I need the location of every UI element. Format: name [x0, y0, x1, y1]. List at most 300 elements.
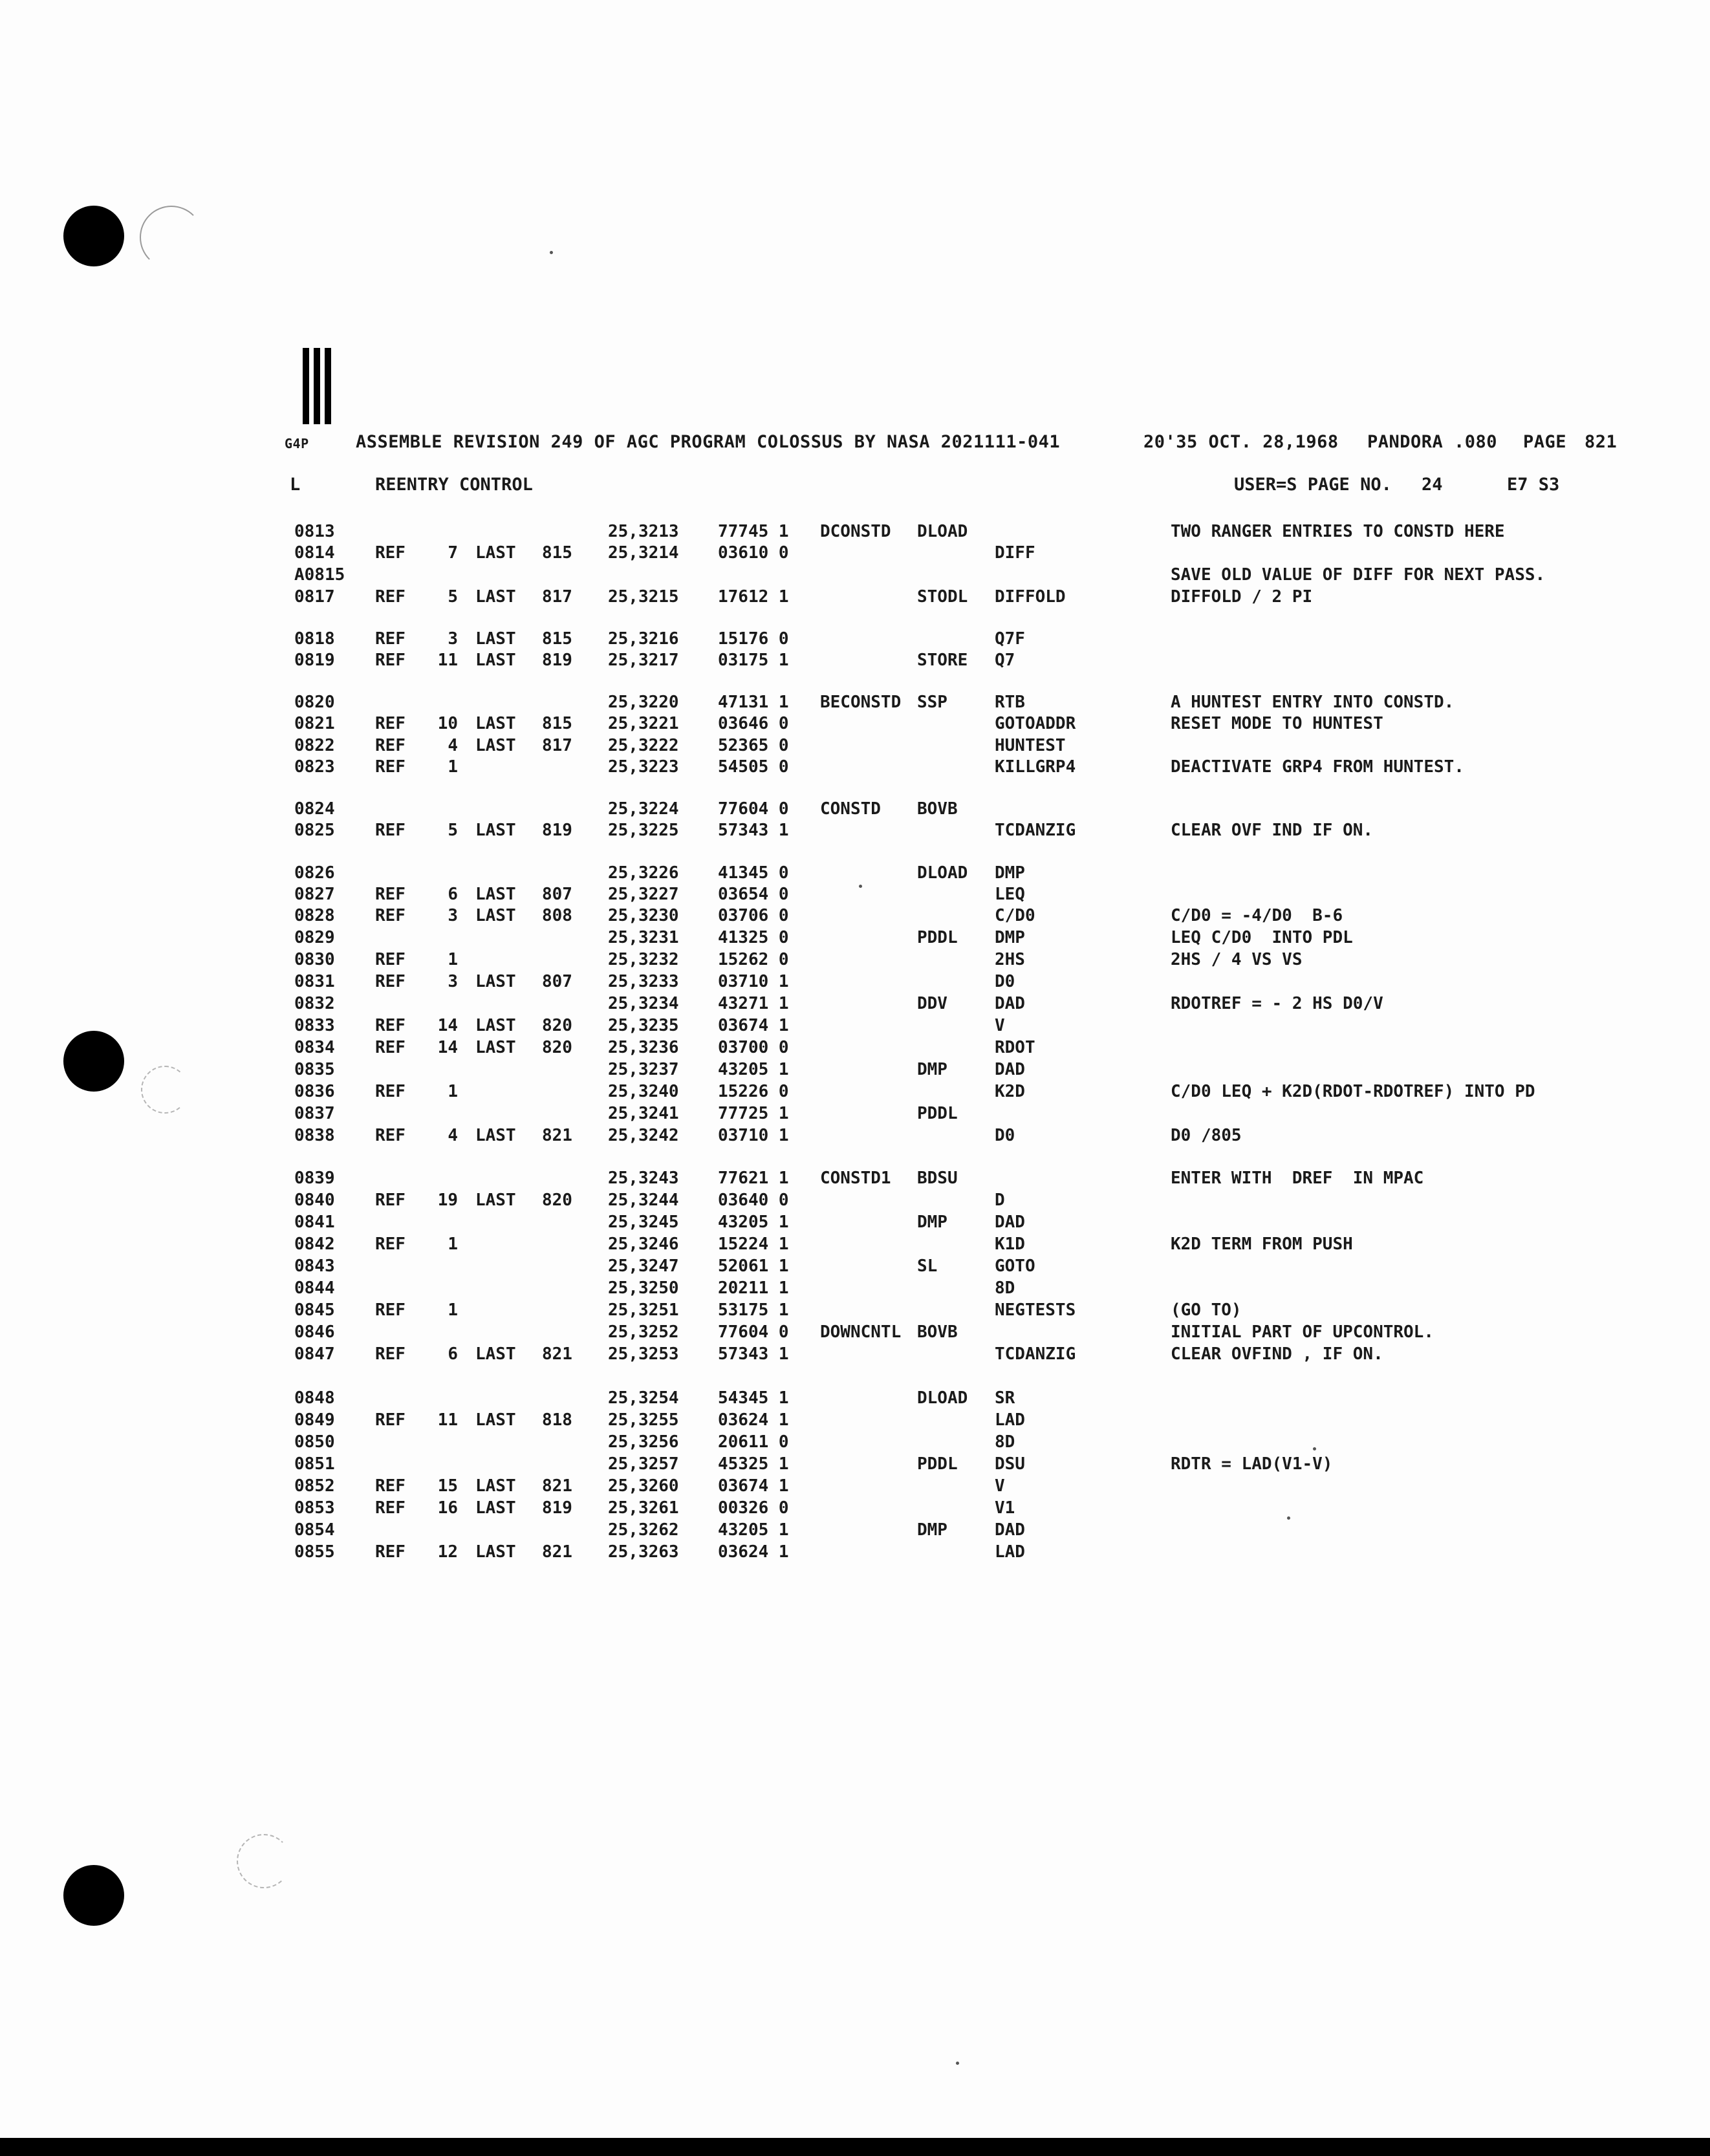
comment: INITIAL PART OF UPCONTROL. — [1171, 1322, 1434, 1342]
code-label: DCONSTD — [820, 522, 891, 541]
ref-flag: REF — [375, 1126, 406, 1145]
opcode: SL — [917, 1256, 938, 1276]
opcode: DDV — [917, 994, 947, 1013]
section-title: REENTRY CONTROL — [375, 475, 533, 495]
listing-row — [0, 1520, 1710, 1540]
ref-count: 4 — [448, 1126, 458, 1145]
last-label: LAST — [475, 1126, 516, 1145]
operand: TCDANZIG — [995, 821, 1076, 840]
opcode: DLOAD — [917, 863, 968, 883]
ref-flag: REF — [375, 714, 406, 733]
listing-row — [0, 521, 1710, 542]
last-page: 819 — [542, 821, 572, 840]
last-label: LAST — [475, 1476, 516, 1496]
bank-address: 25,3217 — [608, 651, 679, 670]
octal-word: 57343 1 — [718, 1344, 789, 1364]
bank-address: 25,3235 — [608, 1016, 679, 1035]
comment: ENTER WITH DREF IN MPAC — [1171, 1169, 1424, 1188]
line-number: 0838 — [294, 1126, 335, 1145]
ref-count: 3 — [448, 906, 458, 925]
ref-flag: REF — [375, 1191, 406, 1210]
last-page: 817 — [542, 587, 572, 607]
opcode: BDSU — [917, 1169, 958, 1188]
bank-address: 25,3241 — [608, 1104, 679, 1123]
bank-address: 25,3263 — [608, 1542, 679, 1562]
line-number: 0824 — [294, 799, 335, 819]
ref-count: 11 — [437, 1410, 458, 1430]
listing-row — [0, 820, 1710, 841]
ref-count: 6 — [448, 885, 458, 904]
last-page: 819 — [542, 651, 572, 670]
last-page: 815 — [542, 714, 572, 733]
octal-word: 20211 1 — [718, 1278, 789, 1298]
comment: CLEAR OVF IND IF ON. — [1171, 821, 1374, 840]
listing-header — [285, 432, 1623, 458]
comment: RDTR = LAD(V1-V) — [1171, 1454, 1333, 1474]
listing-row — [0, 1190, 1710, 1211]
line-number: 0823 — [294, 757, 335, 777]
punch-hole-bottom — [63, 1865, 124, 1926]
opcode: PDDL — [917, 1454, 958, 1474]
line-number: 0814 — [294, 543, 335, 563]
operand: DMP — [995, 928, 1025, 947]
user-page-number: 24 — [1422, 475, 1443, 495]
line-number: 0820 — [294, 693, 335, 712]
octal-word: 77604 0 — [718, 799, 789, 819]
octal-word: 20611 0 — [718, 1432, 789, 1452]
ref-count: 5 — [448, 587, 458, 607]
print-speck — [550, 251, 553, 254]
last-page: 821 — [542, 1476, 572, 1496]
ref-count: 7 — [448, 543, 458, 563]
bank-address: 25,3227 — [608, 885, 679, 904]
punch-hole-top — [63, 206, 124, 266]
ref-flag: REF — [375, 885, 406, 904]
user-page-label: USER=S PAGE NO. — [1234, 475, 1392, 495]
bank-address: 25,3253 — [608, 1344, 679, 1364]
opcode: STODL — [917, 587, 968, 607]
octal-word: 47131 1 — [718, 693, 789, 712]
ref-count: 1 — [448, 1082, 458, 1101]
line-number: 0825 — [294, 821, 335, 840]
octal-word: 77604 0 — [718, 1322, 789, 1342]
last-page: 808 — [542, 906, 572, 925]
last-label: LAST — [475, 906, 516, 925]
operand: V1 — [995, 1498, 1015, 1518]
operand: DMP — [995, 863, 1025, 883]
listing-row — [0, 1388, 1710, 1408]
bank-address: 25,3226 — [608, 863, 679, 883]
last-page: 821 — [542, 1542, 572, 1562]
bank-address: 25,3213 — [608, 522, 679, 541]
listing-row — [0, 1300, 1710, 1321]
listing-row — [0, 650, 1710, 671]
line-number: 0855 — [294, 1542, 335, 1562]
octal-word: 57343 1 — [718, 821, 789, 840]
octal-word: 03710 1 — [718, 1126, 789, 1145]
comment: DIFFOLD / 2 PI — [1171, 587, 1313, 607]
listing-row — [0, 587, 1710, 607]
operand: SR — [995, 1388, 1015, 1408]
operand: D — [995, 1191, 1005, 1210]
ref-count: 10 — [437, 714, 458, 733]
last-label: LAST — [475, 714, 516, 733]
bank-address: 25,3215 — [608, 587, 679, 607]
bank-address: 25,3246 — [608, 1234, 679, 1254]
operand: DAD — [995, 1060, 1025, 1079]
listing-row — [0, 713, 1710, 734]
ref-flag: REF — [375, 1038, 406, 1057]
ref-flag: REF — [375, 1300, 406, 1320]
bank-address: 25,3244 — [608, 1191, 679, 1210]
operand: 2HS — [995, 950, 1025, 969]
line-number: 0827 — [294, 885, 335, 904]
line-number: 0848 — [294, 1388, 335, 1408]
ref-flag: REF — [375, 1082, 406, 1101]
octal-word: 43205 1 — [718, 1213, 789, 1232]
operand: GOTO — [995, 1256, 1035, 1276]
octal-word: 03624 1 — [718, 1542, 789, 1562]
octal-word: 03710 1 — [718, 972, 789, 991]
line-number: 0836 — [294, 1082, 335, 1101]
operand: D0 — [995, 1126, 1015, 1145]
line-number: 0817 — [294, 587, 335, 607]
last-label: LAST — [475, 1542, 516, 1562]
listing-row — [0, 565, 1710, 585]
operand: LAD — [995, 1542, 1025, 1562]
line-number: 0819 — [294, 651, 335, 670]
code-label: CONSTD1 — [820, 1169, 891, 1188]
octal-word: 43205 1 — [718, 1520, 789, 1540]
line-number: 0828 — [294, 906, 335, 925]
octal-word: 03175 1 — [718, 651, 789, 670]
bank-address: 25,3221 — [608, 714, 679, 733]
line-number: 0818 — [294, 629, 335, 649]
bank-address: 25,3222 — [608, 736, 679, 755]
listing-row — [0, 1234, 1710, 1255]
listing-row — [0, 1476, 1710, 1496]
bank-address: 25,3247 — [608, 1256, 679, 1276]
print-speck — [956, 2062, 959, 2065]
ref-flag: REF — [375, 950, 406, 969]
scan-bottom-edge — [0, 2138, 1710, 2156]
ref-count: 12 — [437, 1542, 458, 1562]
print-speck — [1287, 1516, 1290, 1520]
octal-word: 54345 1 — [718, 1388, 789, 1408]
octal-word: 77725 1 — [718, 1104, 789, 1123]
octal-word: 41325 0 — [718, 928, 789, 947]
line-number: 0826 — [294, 863, 335, 883]
comment: C/D0 = -4/D0 B-6 — [1171, 906, 1343, 925]
bank-address: 25,3242 — [608, 1126, 679, 1145]
operand: DSU — [995, 1454, 1025, 1474]
bank-address: 25,3234 — [608, 994, 679, 1013]
octal-word: 77745 1 — [718, 522, 789, 541]
octal-word: 15224 1 — [718, 1234, 789, 1254]
ref-count: 15 — [437, 1476, 458, 1496]
listing-row — [0, 1212, 1710, 1233]
octal-word: 03646 0 — [718, 714, 789, 733]
operand: LAD — [995, 1410, 1025, 1430]
line-number: 0832 — [294, 994, 335, 1013]
listing-row — [0, 884, 1710, 905]
operand: V — [995, 1476, 1005, 1496]
listing-row — [0, 1168, 1710, 1189]
listing-row — [0, 905, 1710, 926]
last-page: 820 — [542, 1191, 572, 1210]
ref-count: 1 — [448, 1300, 458, 1320]
line-number: 0830 — [294, 950, 335, 969]
punch-hole-outline-bottom — [237, 1834, 291, 1888]
line-number: 0843 — [294, 1256, 335, 1276]
bank-address: 25,3254 — [608, 1388, 679, 1408]
listing-row — [0, 1125, 1710, 1146]
octal-word: 45325 1 — [718, 1454, 789, 1474]
octal-word: 43205 1 — [718, 1060, 789, 1079]
comment: DEACTIVATE GRP4 FROM HUNTEST. — [1171, 757, 1464, 777]
last-page: 818 — [542, 1410, 572, 1430]
bank-address: 25,3224 — [608, 799, 679, 819]
listing-row — [0, 971, 1710, 992]
opcode: DLOAD — [917, 1388, 968, 1408]
ref-flag: REF — [375, 736, 406, 755]
ref-flag: REF — [375, 1016, 406, 1035]
operand: NEGTESTS — [995, 1300, 1076, 1320]
ref-flag: REF — [375, 972, 406, 991]
ref-flag: REF — [375, 629, 406, 649]
octal-word: 03700 0 — [718, 1038, 789, 1057]
opcode: BOVB — [917, 1322, 958, 1342]
octal-word: 77621 1 — [718, 1169, 789, 1188]
bank-address: 25,3216 — [608, 629, 679, 649]
line-number: 0842 — [294, 1234, 335, 1254]
subheader-letter: L — [290, 475, 301, 495]
last-page: 821 — [542, 1126, 572, 1145]
bank-address: 25,3251 — [608, 1300, 679, 1320]
last-label: LAST — [475, 972, 516, 991]
ref-count: 1 — [448, 1234, 458, 1254]
opcode: PDDL — [917, 1104, 958, 1123]
ref-count: 1 — [448, 757, 458, 777]
bank-address: 25,3230 — [608, 906, 679, 925]
operand: DAD — [995, 1213, 1025, 1232]
line-number: 0850 — [294, 1432, 335, 1452]
last-label: LAST — [475, 821, 516, 840]
octal-word: 17612 1 — [718, 587, 789, 607]
ref-flag: REF — [375, 1344, 406, 1364]
last-page: 820 — [542, 1016, 572, 1035]
operand: DAD — [995, 1520, 1025, 1540]
operand: C/D0 — [995, 906, 1035, 925]
octal-word: 03654 0 — [718, 885, 789, 904]
punch-hole-outline-top — [140, 206, 203, 269]
comment: LEQ C/D0 INTO PDL — [1171, 928, 1353, 947]
last-page: 807 — [542, 972, 572, 991]
last-label: LAST — [475, 543, 516, 563]
last-label: LAST — [475, 587, 516, 607]
line-number: 0835 — [294, 1060, 335, 1079]
ref-flag: REF — [375, 757, 406, 777]
listing-row — [0, 1322, 1710, 1342]
header-page-number: 821 — [1585, 432, 1618, 452]
bank-address: 25,3260 — [608, 1476, 679, 1496]
octal-word: 15226 0 — [718, 1082, 789, 1101]
ref-count: 1 — [448, 950, 458, 969]
bank-address: 25,3250 — [608, 1278, 679, 1298]
octal-word: 53175 1 — [718, 1300, 789, 1320]
comment: K2D TERM FROM PUSH — [1171, 1234, 1353, 1254]
octal-word: 52365 0 — [718, 736, 789, 755]
listing-row — [0, 757, 1710, 777]
operand: TCDANZIG — [995, 1344, 1076, 1364]
bank-address: 25,3236 — [608, 1038, 679, 1057]
comment: SAVE OLD VALUE OF DIFF FOR NEXT PASS. — [1171, 565, 1546, 585]
last-page: 815 — [542, 543, 572, 563]
last-label: LAST — [475, 1410, 516, 1430]
operand: RTB — [995, 693, 1025, 712]
operand: Q7 — [995, 651, 1015, 670]
opcode: SSP — [917, 693, 947, 712]
bank-address: 25,3240 — [608, 1082, 679, 1101]
bank-address: 25,3262 — [608, 1520, 679, 1540]
last-label: LAST — [475, 1498, 516, 1518]
operand: V — [995, 1016, 1005, 1035]
operand: KILLGRP4 — [995, 757, 1076, 777]
ref-count: 6 — [448, 1344, 458, 1364]
listing-subheader — [285, 475, 1623, 501]
line-number: 0854 — [294, 1520, 335, 1540]
ref-flag: REF — [375, 906, 406, 925]
operand: K2D — [995, 1082, 1025, 1101]
last-page: 819 — [542, 1498, 572, 1518]
ref-count: 19 — [437, 1191, 458, 1210]
user-page-code: E7 S3 — [1507, 475, 1560, 495]
listing-row — [0, 1081, 1710, 1102]
octal-word: 00326 0 — [718, 1498, 789, 1518]
ref-flag: REF — [375, 651, 406, 670]
line-number: 0839 — [294, 1169, 335, 1188]
opcode: PDDL — [917, 928, 958, 947]
ref-count: 5 — [448, 821, 458, 840]
opcode: DMP — [917, 1213, 947, 1232]
ref-flag: REF — [375, 543, 406, 563]
header-pandora: PANDORA .080 — [1367, 432, 1498, 452]
octal-word: 03706 0 — [718, 906, 789, 925]
line-number: 0822 — [294, 736, 335, 755]
last-label: LAST — [475, 736, 516, 755]
code-label: CONSTD — [820, 799, 881, 819]
operand: DAD — [995, 994, 1025, 1013]
last-label: LAST — [475, 1191, 516, 1210]
last-label: LAST — [475, 1016, 516, 1035]
ref-flag: REF — [375, 821, 406, 840]
ref-flag: REF — [375, 1498, 406, 1518]
last-label: LAST — [475, 1038, 516, 1057]
operand: LEQ — [995, 885, 1025, 904]
listing-row — [0, 629, 1710, 649]
line-number: A0815 — [294, 565, 345, 585]
operand: HUNTEST — [995, 736, 1066, 755]
ref-count: 3 — [448, 972, 458, 991]
listing-row — [0, 1498, 1710, 1518]
listing-row — [0, 1103, 1710, 1124]
line-number: 0829 — [294, 928, 335, 947]
ref-flag: REF — [375, 1410, 406, 1430]
line-number: 0834 — [294, 1038, 335, 1057]
octal-word: 54505 0 — [718, 757, 789, 777]
comment: A HUNTEST ENTRY INTO CONSTD. — [1171, 693, 1455, 712]
header-page-label: PAGE — [1523, 432, 1567, 452]
opcode: DLOAD — [917, 522, 968, 541]
ref-count: 14 — [437, 1016, 458, 1035]
bank-address: 25,3243 — [608, 1169, 679, 1188]
listing-row — [0, 949, 1710, 970]
listing-row — [0, 993, 1710, 1014]
last-label: LAST — [475, 885, 516, 904]
line-number: 0846 — [294, 1322, 335, 1342]
comment: RDOTREF = - 2 HS D0/V — [1171, 994, 1383, 1013]
registration-bars — [303, 348, 334, 424]
header-title: ASSEMBLE REVISION 249 OF AGC PROGRAM COLOSSUS BY NASA 2021111-041 — [356, 432, 1061, 452]
operand: D0 — [995, 972, 1015, 991]
line-number: 0849 — [294, 1410, 335, 1430]
last-page: 821 — [542, 1344, 572, 1364]
comment: D0 /805 — [1171, 1126, 1242, 1145]
last-label: LAST — [475, 629, 516, 649]
ref-count: 14 — [437, 1038, 458, 1057]
code-label: BECONSTD — [820, 693, 902, 712]
line-number: 0852 — [294, 1476, 335, 1496]
listing-row — [0, 927, 1710, 948]
line-number: 0821 — [294, 714, 335, 733]
operand: Q7F — [995, 629, 1025, 649]
operand: 8D — [995, 1432, 1015, 1452]
bank-address: 25,3233 — [608, 972, 679, 991]
octal-word: 41345 0 — [718, 863, 789, 883]
comment: C/D0 LEQ + K2D(RDOT-RDOTREF) INTO PD — [1171, 1082, 1535, 1101]
listing-row — [0, 1344, 1710, 1364]
octal-word: 15262 0 — [718, 950, 789, 969]
operand: K1D — [995, 1234, 1025, 1254]
ref-flag: REF — [375, 1476, 406, 1496]
comment: (GO TO) — [1171, 1300, 1242, 1320]
line-number: 0831 — [294, 972, 335, 991]
bank-address: 25,3245 — [608, 1213, 679, 1232]
bank-address: 25,3232 — [608, 950, 679, 969]
line-number: 0813 — [294, 522, 335, 541]
bank-address: 25,3220 — [608, 693, 679, 712]
operand: DIFF — [995, 543, 1035, 563]
bank-address: 25,3225 — [608, 821, 679, 840]
comment: TWO RANGER ENTRIES TO CONSTD HERE — [1171, 522, 1505, 541]
octal-word: 03674 1 — [718, 1476, 789, 1496]
line-number: 0840 — [294, 1191, 335, 1210]
comment: RESET MODE TO HUNTEST — [1171, 714, 1383, 733]
ref-count: 11 — [437, 651, 458, 670]
ref-flag: REF — [375, 587, 406, 607]
print-speck — [859, 885, 862, 888]
octal-word: 03624 1 — [718, 1410, 789, 1430]
operand: GOTOADDR — [995, 714, 1076, 733]
ref-flag: REF — [375, 1542, 406, 1562]
bank-address: 25,3223 — [608, 757, 679, 777]
listing-row — [0, 735, 1710, 756]
line-number: 0853 — [294, 1498, 335, 1518]
octal-word: 52061 1 — [718, 1256, 789, 1276]
print-speck — [1313, 1447, 1316, 1450]
listing-row — [0, 543, 1710, 563]
octal-word: 03640 0 — [718, 1191, 789, 1210]
